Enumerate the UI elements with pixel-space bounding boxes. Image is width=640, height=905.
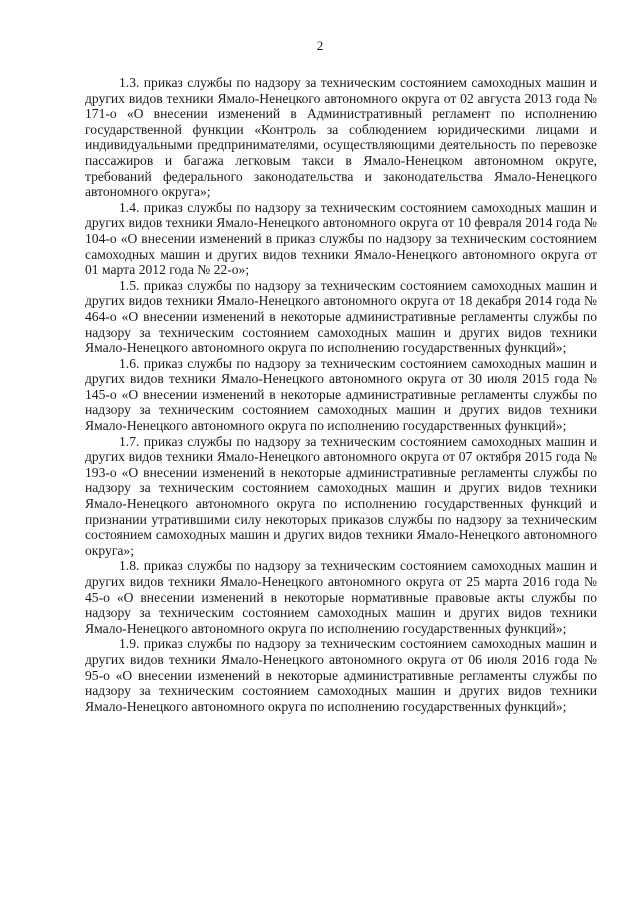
paragraph-1-3: 1.3. приказ службы по надзору за техническим состоянием самоходных машин и других видов техники Ямало-Ненецкого автономного округа от 02 августа 2013 года № 171-о «О внесении изменений в Административный регламент по исполнению государственной функции «Контроль за соблюдением юридическими лицами и индивидуальными предпринимателями, осуществляющими деятельность по перевозке пассажиров и багажа легковым такси в Ямало-Ненецком автономном округе, требований федерального законодательства и законодательства Ямало-Ненецкого автономного округа»;	[85, 75, 597, 200]
paragraph-1-7: 1.7. приказ службы по надзору за техническим состоянием самоходных машин и других видов техники Ямало-Ненецкого автономного округа от 07 октября 2015 года № 193-о «О внесении изменений в некоторые административные регламенты службы по надзору за техническим состоянием самоходных машин и других видов техники Ямало-Ненецкого автономного округа по исполнению государственных функций и признании утратившими силу некоторых приказов службы по надзору за техническим состоянием самоходных машин и других видов техники Ямало-Ненецкого автономного округа»;	[85, 433, 597, 558]
page-number: 2	[316, 38, 324, 53]
paragraph-1-6: 1.6. приказ службы по надзору за техническим состоянием самоходных машин и других видов техники Ямало-Ненецкого автономного округа от 30 июля 2015 года № 145-о «О внесении изменений в некоторые административные регламенты службы по надзору за техническим состоянием самоходных машин и других видов техники Ямало-Ненецкого автономного округа по исполнению государственных функций»;	[85, 355, 597, 434]
document-body	[85, 75, 597, 714]
paragraph-1-9: 1.9. приказ службы по надзору за техническим состоянием самоходных машин и других видов техники Ямало-Ненецкого автономного округа от 06 июля 2016 года № 95-о «О внесении изменений в некоторые административные регламенты службы по надзору за техническим состоянием самоходных машин и других видов техники Ямало-Ненецкого автономного округа по исполнению государственных функций»;	[85, 636, 597, 714]
paragraph-1-5: 1.5. приказ службы по надзору за техническим состоянием самоходных машин и других видов техники Ямало-Ненецкого автономного округа от 18 декабря 2014 года № 464-о «О внесении изменений в некоторые административные регламенты службы по надзору за техническим состоянием самоходных машин и других видов техники Ямало-Ненецкого автономного округа по исполнению государственных функций»;	[85, 277, 597, 356]
paragraph-1-8: 1.8. приказ службы по надзору за техническим состоянием самоходных машин и других видов техники Ямало-Ненецкого автономного округа от 25 марта 2016 года № 45-о «О внесении изменений в некоторые нормативные правовые акты службы по надзору за техническим состоянием самоходных машин и других видов техники Ямало-Ненецкого автономного округа по исполнению государственных функций»;	[85, 558, 597, 636]
paragraph-1-4: 1.4. приказ службы по надзору за техническим состоянием самоходных машин и других видов техники Ямало-Ненецкого автономного округа от 10 февраля 2014 года № 104-о «О внесении изменений в приказ службы по надзору за техническим состоянием самоходных машин и других видов техники Ямало-Ненецкого автономного округа от 01 марта 2012 года № 22-о»;	[85, 199, 597, 278]
